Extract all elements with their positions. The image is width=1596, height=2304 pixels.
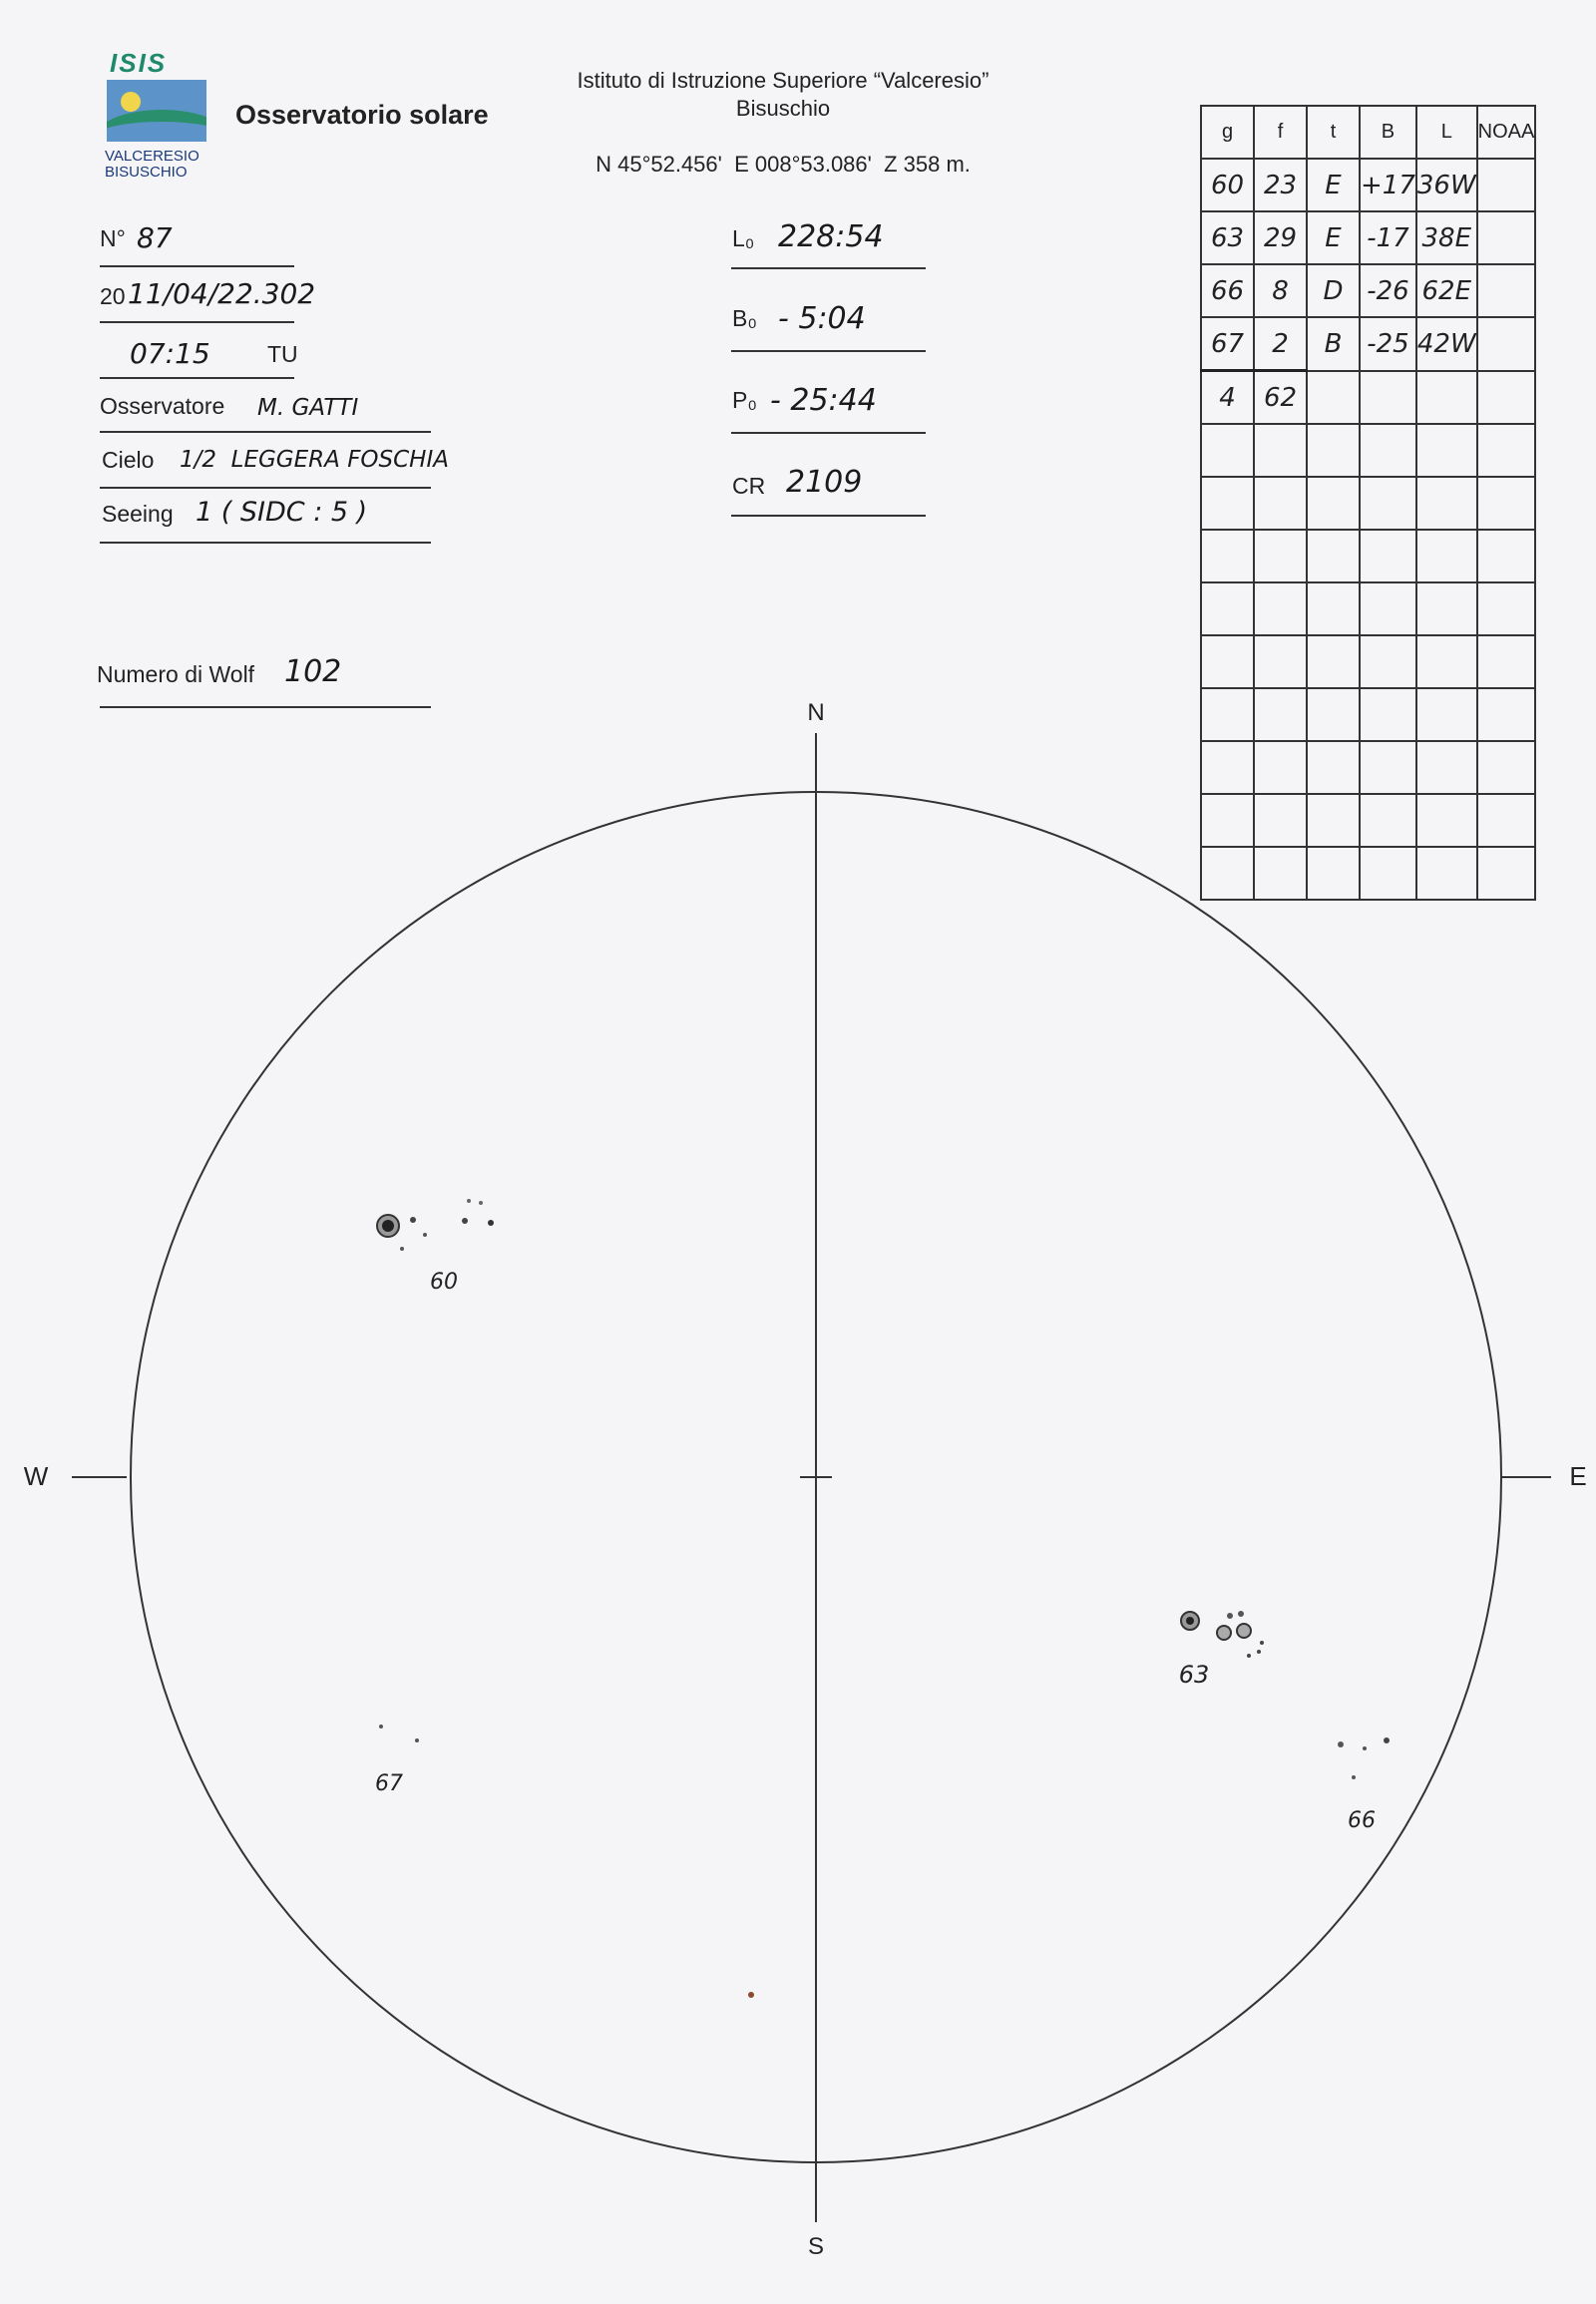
l0-value: 228:54 — [778, 219, 884, 254]
total-groups: 4 — [1201, 371, 1254, 425]
sunspot — [1217, 1626, 1231, 1640]
header-g: g — [1201, 106, 1254, 159]
number-label: N° — [100, 225, 126, 251]
south-label: S — [807, 2233, 825, 2260]
cr-value: 2109 — [786, 465, 863, 500]
cell-g: 66 — [1201, 264, 1254, 317]
sunspot-group-66 — [1338, 1737, 1390, 1833]
group-label-67: 67 — [375, 1771, 403, 1796]
sunspot — [1352, 1775, 1356, 1779]
group-label-66: 66 — [1348, 1808, 1376, 1833]
sunspot — [1260, 1641, 1264, 1645]
sunspot — [1237, 1624, 1251, 1638]
cell-f: 23 — [1254, 159, 1307, 211]
sunspot — [1384, 1737, 1390, 1743]
total-spots: 62 — [1254, 371, 1307, 425]
date-prefix: 20 — [100, 283, 126, 309]
cell-g: 63 — [1201, 211, 1254, 264]
b0-value: - 5:04 — [778, 301, 866, 336]
header-b: B — [1360, 106, 1416, 159]
cell-g: 67 — [1201, 317, 1254, 371]
l0-label: L₀ — [732, 225, 755, 251]
header-noaa: NOAA — [1477, 106, 1536, 159]
group-label-60: 60 — [430, 1270, 458, 1295]
sunspot — [410, 1217, 416, 1223]
sunspot — [1247, 1654, 1251, 1658]
page-title: Osservatorio solare — [235, 100, 489, 130]
cell-b: -17 — [1360, 211, 1416, 264]
sky-value: 1/2 LEGGERA FOSCHIA — [180, 447, 449, 473]
east-label: E — [1569, 1461, 1587, 1491]
sunspot-umbra — [382, 1220, 394, 1232]
cell-t: B — [1307, 317, 1360, 371]
cell-l: 42W — [1416, 317, 1477, 371]
cell-g: 60 — [1201, 159, 1254, 211]
seeing-label: Seeing — [102, 501, 174, 527]
record-time: 07:15 — [130, 337, 210, 370]
observer-name: M. GATTI — [257, 395, 359, 421]
sunspot — [400, 1247, 404, 1251]
observatory-coordinates: N 45°52.456' E 008°53.086' Z 358 m. — [596, 152, 971, 177]
header-f: f — [1254, 106, 1307, 159]
cell-b: -26 — [1360, 264, 1416, 317]
sunspot — [423, 1233, 427, 1237]
cell-f: 2 — [1254, 317, 1307, 371]
cell-l: 62E — [1416, 264, 1477, 317]
cell-f: 29 — [1254, 211, 1307, 264]
cell-t: E — [1307, 211, 1360, 264]
sunspot-group-63 — [1179, 1611, 1264, 1689]
group-label-63: 63 — [1178, 1661, 1210, 1689]
sky-label: Cielo — [102, 447, 155, 473]
sunspot — [1257, 1650, 1261, 1654]
logo-line-2: BISUSCHIO — [105, 164, 188, 181]
record-number: 87 — [137, 221, 173, 254]
logo-line-1: VALCERESIO — [105, 148, 200, 165]
sunspot — [462, 1218, 468, 1224]
observer-label: Osservatore — [100, 393, 225, 419]
cell-t: E — [1307, 159, 1360, 211]
sunspot — [1238, 1611, 1244, 1617]
b0-label: B₀ — [732, 305, 757, 331]
record-date: 11/04/22.302 — [128, 277, 316, 310]
sunspot — [1227, 1613, 1233, 1619]
sunspot — [467, 1199, 471, 1203]
sunspot-group-60 — [377, 1199, 494, 1295]
header-l: L — [1416, 106, 1477, 159]
sunspot-group-67 — [375, 1725, 419, 1796]
sunspot — [1338, 1741, 1344, 1747]
cell-b: +17 — [1360, 159, 1416, 211]
p0-value: - 25:44 — [770, 383, 877, 418]
header-t: t — [1307, 106, 1360, 159]
west-label: W — [23, 1461, 49, 1491]
cell-l: 36W — [1416, 159, 1477, 211]
sunspot — [415, 1738, 419, 1742]
north-label: N — [807, 699, 825, 726]
cell-f: 8 — [1254, 264, 1307, 317]
time-unit: TU — [267, 341, 298, 367]
sunspot — [379, 1725, 383, 1728]
wolf-number: 102 — [284, 654, 342, 689]
logo-brand: ISIS — [110, 48, 168, 78]
institute-town: Bisuschio — [735, 96, 831, 121]
sunspot — [479, 1201, 483, 1205]
p0-label: P₀ — [732, 387, 757, 413]
cr-label: CR — [732, 473, 766, 499]
sunspot — [488, 1220, 494, 1226]
paper-speck — [748, 1992, 754, 1998]
wolf-label: Numero di Wolf — [97, 661, 255, 687]
sunspot-umbra — [1186, 1617, 1194, 1625]
sunspot — [1363, 1746, 1367, 1750]
cell-l: 38E — [1416, 211, 1477, 264]
seeing-value: 1 ( SIDC : 5 ) — [196, 497, 368, 528]
institute-name: Istituto di Istruzione Superiore “Valceresio” — [577, 68, 990, 93]
cell-b: -25 — [1360, 317, 1416, 371]
cell-t: D — [1307, 264, 1360, 317]
